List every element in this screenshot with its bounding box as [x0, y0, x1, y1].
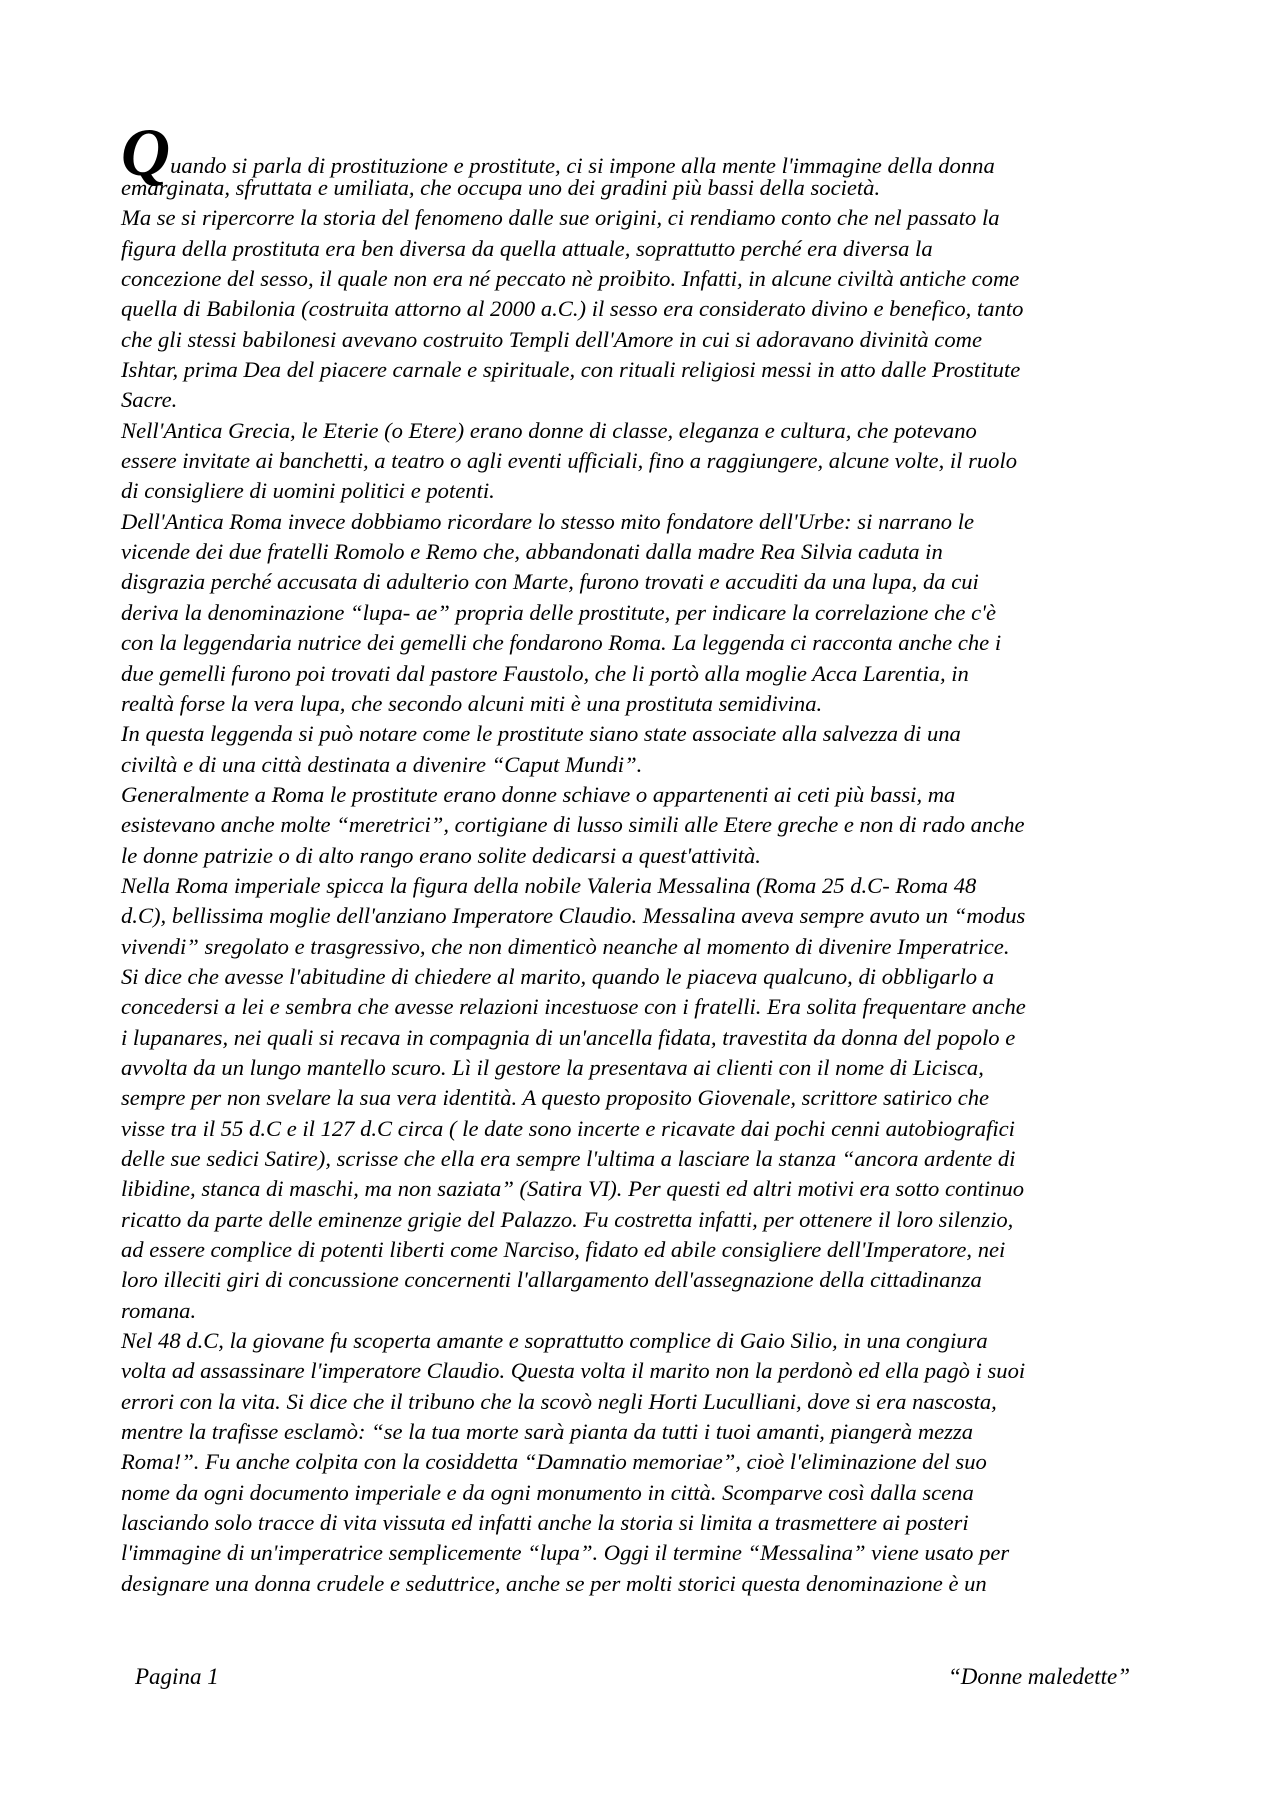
text-line: concezione del sesso, il quale non era né peccato nè proibito. Infatti, in alcune civiltà antiche come — [121, 266, 1020, 292]
text-line: deriva la denominazione “lupa- ae” propria delle prostitute, per indicare la correlazione che c'è — [121, 599, 996, 625]
text-line: di consigliere di uomini politici e potenti. — [121, 478, 495, 504]
text-line: i lupanares, nei quali si recava in compagnia di un'ancella fidata, travestita da donna del popolo e — [121, 1024, 1016, 1050]
body-text — [121, 114, 1166, 1599]
text-line: vivendi” sregolato e trasgressivo, che non dimenticò neanche al momento di divenire Imperatrice. — [121, 933, 1010, 959]
text-line: ad essere complice di potenti liberti come Narciso, fidato ed abile consigliere dell'Imperatore, nei — [121, 1237, 1006, 1263]
text-line: ricatto da parte delle eminenze grigie del Palazzo. Fu costretta infatti, per ottenere il loro silenzio, — [121, 1206, 1014, 1232]
text-line: Si dice che avesse l'abitudine di chiedere al marito, quando le piaceva qualcuno, di obbligarlo a — [121, 963, 995, 989]
text-line: d.C), bellissima moglie dell'anziano Imperatore Claudio. Messalina aveva sempre avuto un “modus — [121, 903, 1026, 929]
text-line: l'immagine di un'imperatrice semplicemente “lupa”. Oggi il termine “Messalina” viene usato per — [121, 1540, 1010, 1566]
drop-cap: Q — [121, 114, 171, 190]
document-title-footer: “Donne maledette” — [947, 1664, 1130, 1689]
first-line-text: uando si parla di prostituzione e prostitute, ci si impone alla mente l'immagine della donna — [170, 153, 995, 178]
text-line: disgrazia perché accusata di adulterio con Marte, furono trovati e accuditi da una lupa, da cui — [121, 569, 979, 595]
text-line: mentre la trafisse esclamò: “se la tua morte sarà pianta da tutti i tuoi amanti, piangerà mezza — [121, 1419, 974, 1445]
text-line: due gemelli furono poi trovati dal pastore Faustolo, che li portò alla moglie Acca Larentia, in — [121, 660, 969, 686]
text-line: Roma!”. Fu anche colpita con la cosiddetta “Damnatio memoriae”, cioè l'eliminazione del suo — [121, 1449, 987, 1475]
text-line: essere invitate ai banchetti, a teatro o agli eventi ufficiali, fino a raggiungere, alcune volte, il ruolo — [121, 448, 1018, 474]
text-line: esistevano anche molte “meretrici”, cortigiane di lusso simili alle Etere greche e non di rado anche — [121, 812, 1025, 838]
text-line: visse tra il 55 d.C e il 127 d.C circa ( le date sono incerte e ricavate dai pochi cenni autobiografici — [121, 1115, 1015, 1141]
text-lines — [121, 173, 1166, 1599]
text-line: che gli stessi babilonesi avevano costruito Templi dell'Amore in cui si adoravano divinità come — [121, 326, 982, 352]
text-line: Ishtar, prima Dea del piacere carnale e spirituale, con rituali religiosi messi in atto dalle Prostitute — [121, 357, 1021, 383]
text-line: Ma se si ripercorre la storia del fenomeno dalle sue origini, ci rendiamo conto che nel passato la — [121, 205, 1000, 231]
text-line: libidine, stanca di maschi, ma non saziata” (Satira VI). Per questi ed altri motivi era sotto continuo — [121, 1176, 1025, 1202]
text-line: le donne patrizie o di alto rango erano solite dedicarsi a quest'attività. — [121, 842, 761, 868]
text-line: avvolta da un lungo mantello scuro. Lì il gestore la presentava ai clienti con il nome di Licisca, — [121, 1054, 984, 1080]
text-line: quella di Babilonia (costruita attorno al 2000 a.C.) il sesso era considerato divino e benefico, tanto — [121, 296, 1024, 322]
text-line: nome da ogni documento imperiale e da ogni monumento in città. Scomparve così dalla scena — [121, 1479, 974, 1505]
text-line: emarginata, sfruttata e umiliata, che occupa uno dei gradini più bassi della società. — [121, 175, 881, 200]
text-line: sempre per non svelare la sua vera identità. A questo proposito Giovenale, scrittore satirico che — [121, 1085, 990, 1111]
text-line: Dell'Antica Roma invece dobbiamo ricordare lo stesso mito fondatore dell'Urbe: si narrano le — [121, 508, 975, 534]
text-line: Nel 48 d.C, la giovane fu scoperta amante e soprattutto complice di Gaio Silio, in una congiura — [121, 1328, 988, 1354]
text-line: Generalmente a Roma le prostitute erano donne schiave o appartenenti ai ceti più bassi, ma — [121, 781, 956, 807]
text-line: In questa leggenda si può notare come le prostitute siano state associate alla salvezza di una — [121, 721, 961, 747]
text-line: romana. — [121, 1297, 197, 1323]
text-line: volta ad assassinare l'imperatore Claudio. Questa volta il marito non la perdonò ed ella pagò i suoi — [121, 1358, 1026, 1384]
text-line: Sacre. — [121, 387, 178, 413]
text-line: delle sue sedici Satire), scrisse che ella era sempre l'ultima a lasciare la stanza “ancora ardente di — [121, 1146, 1016, 1171]
text-line: errori con la vita. Si dice che il tribuno che la scovò negli Horti Luculliani, dove si era nascosta, — [121, 1388, 997, 1414]
text-line: realtà forse la vera lupa, che secondo alcuni miti è una prostituta semidivina. — [121, 690, 823, 716]
page-number: Pagina 1 — [135, 1664, 219, 1689]
text-line: Nell'Antica Grecia, le Eterie (o Etere) erano donne di classe, eleganza e cultura, che potevano — [121, 417, 977, 443]
text-line: concedersi a lei e sembra che avesse relazioni incestuose con i fratelli. Era solita frequentare anche — [121, 994, 1026, 1020]
text-line: Nella Roma imperiale spicca la figura della nobile Valeria Messalina (Roma 25 d.C- Roma 48 — [121, 872, 977, 898]
text-line: lasciando solo tracce di vita vissuta ed infatti anche la storia si limita a trasmettere ai posteri — [121, 1510, 969, 1536]
text-line: vicende dei due fratelli Romolo e Remo che, abbandonati dalla madre Rea Silvia caduta in — [121, 539, 943, 565]
text-line: civiltà e di una città destinata a divenire “Caput Mundi”. — [121, 751, 643, 777]
text-line: figura della prostituta era ben diversa da quella attuale, soprattutto perché era diversa la — [121, 235, 933, 261]
text-line: designare una donna crudele e seduttrice, anche se per molti storici questa denominazione è un — [121, 1570, 987, 1596]
text-line: loro illeciti giri di concussione concernenti l'allargamento dell'assegnazione della cittadinanza — [121, 1267, 982, 1293]
text-line: con la leggendaria nutrice dei gemelli che fondarono Roma. La leggenda ci racconta anche che i — [121, 630, 1002, 656]
